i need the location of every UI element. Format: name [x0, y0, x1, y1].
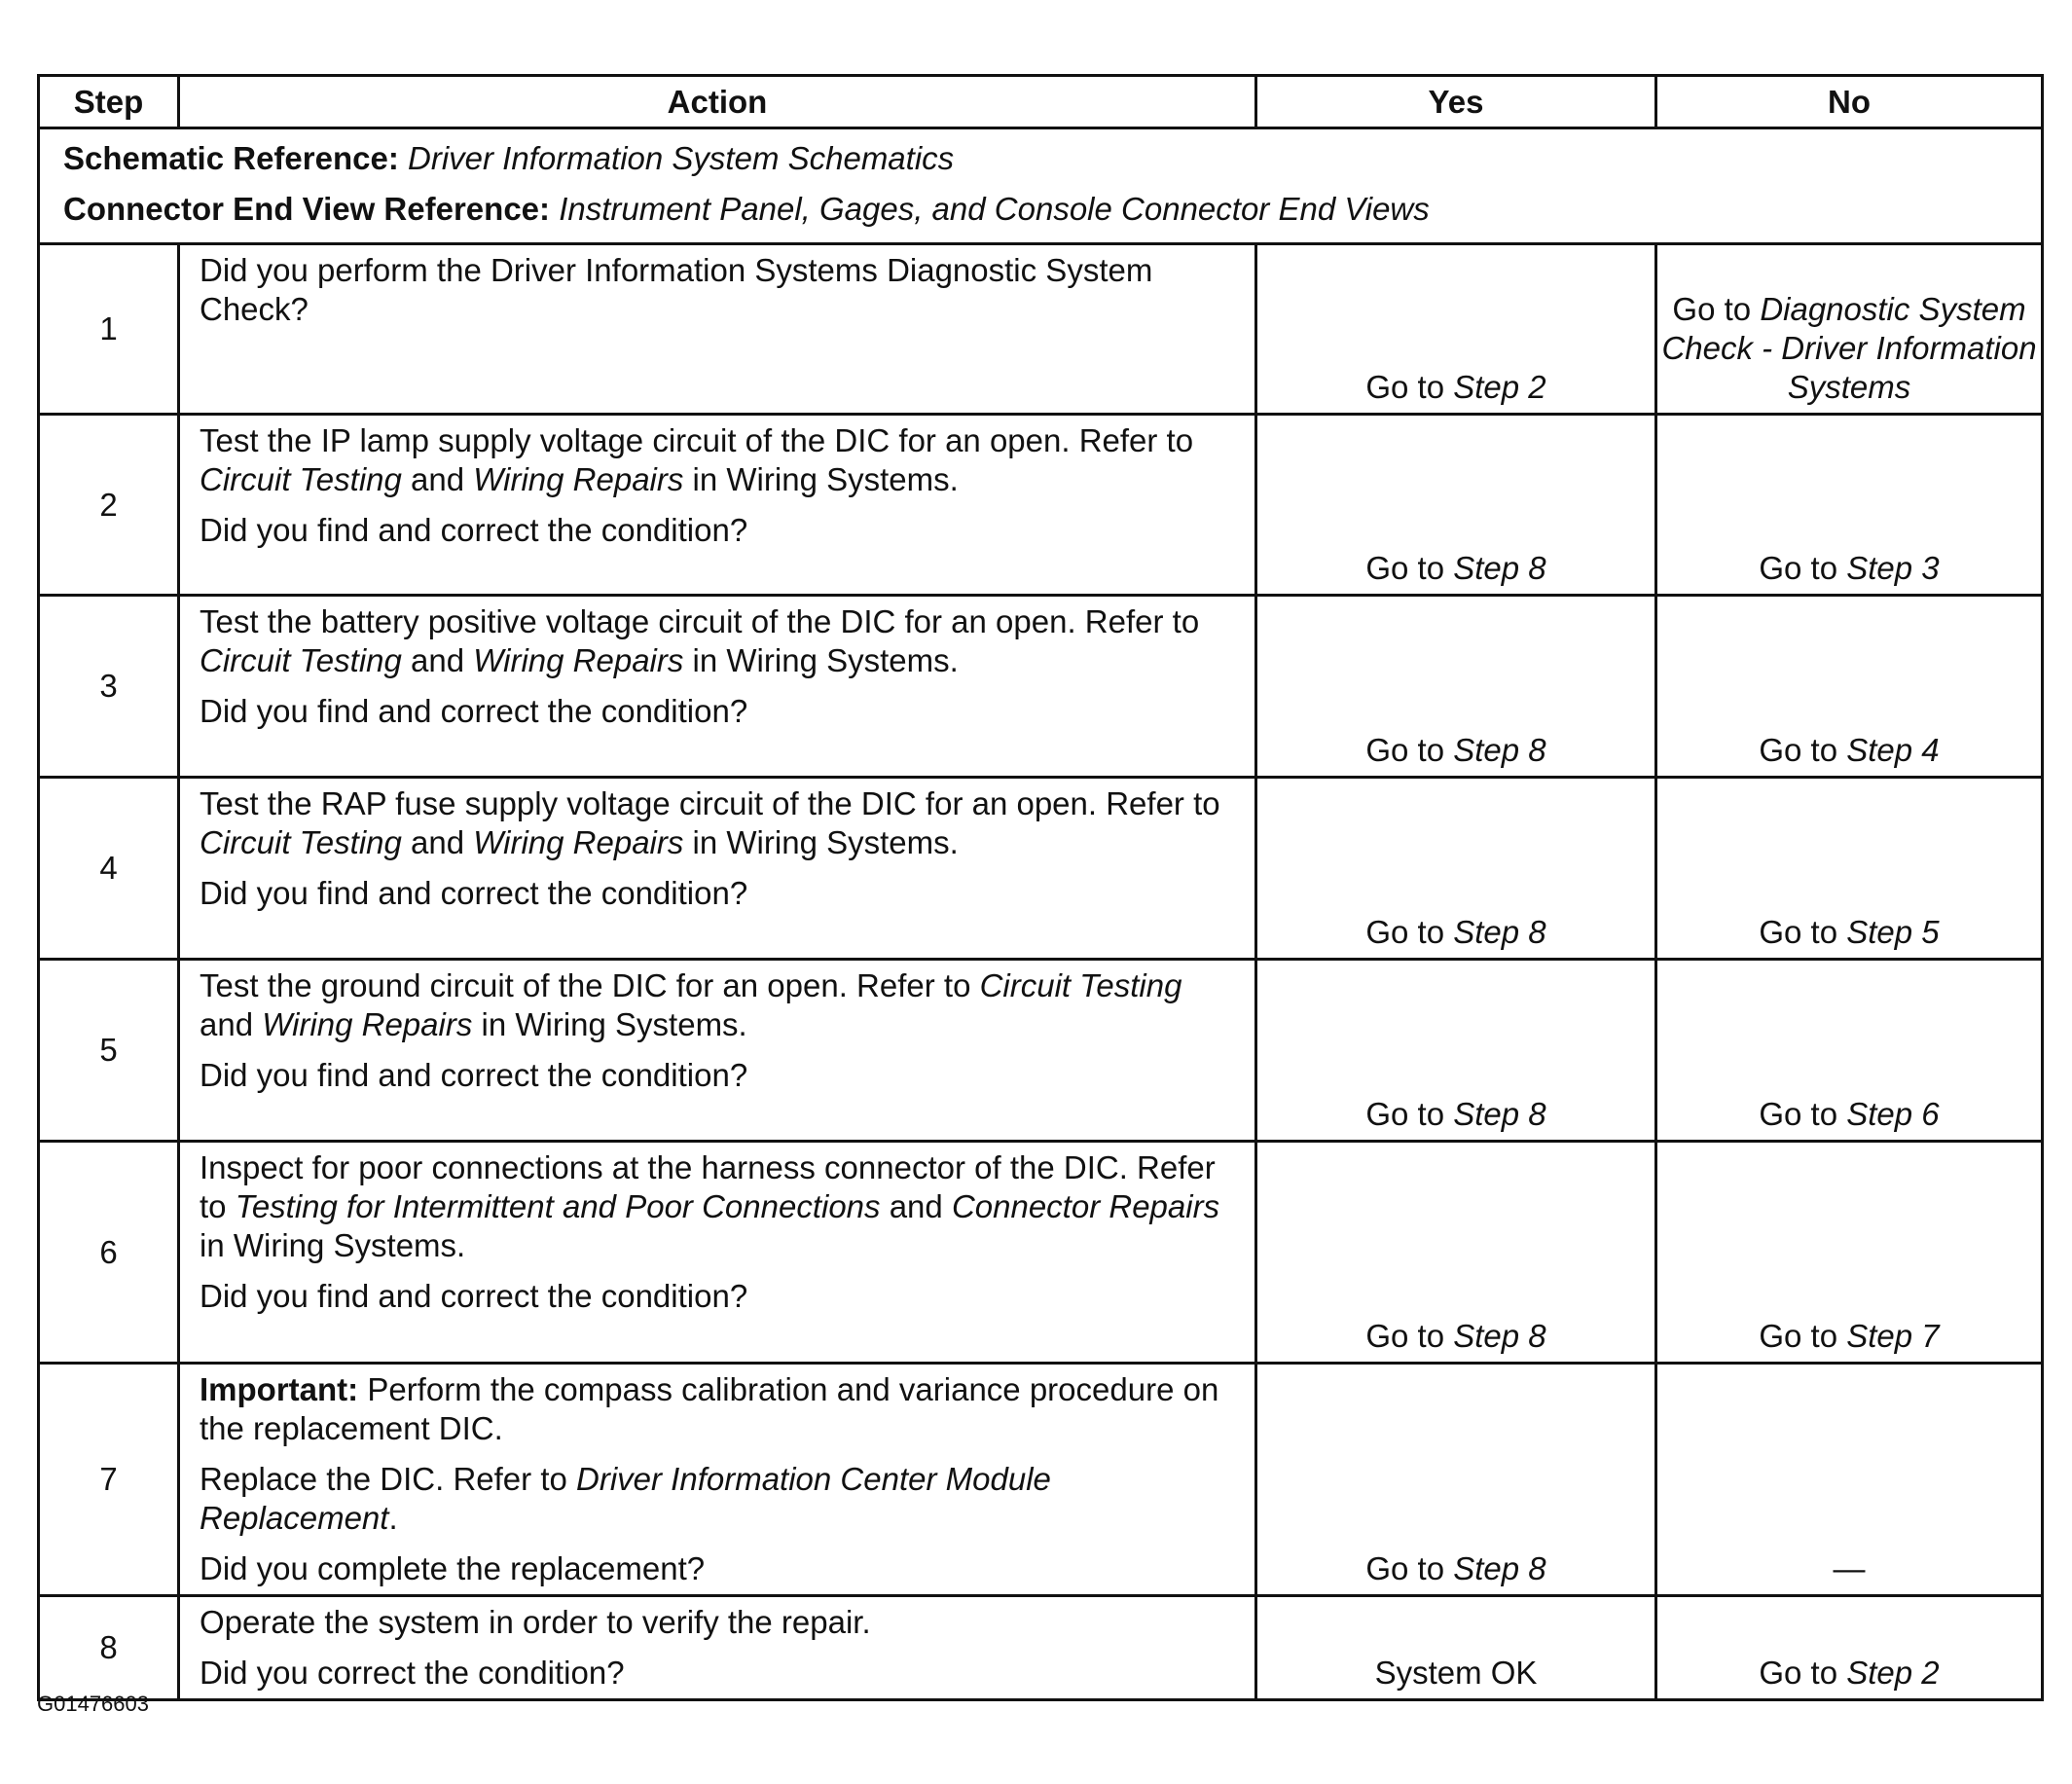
header-step: Step: [39, 76, 179, 128]
reference-link[interactable]: Circuit Testing: [979, 967, 1182, 1003]
yes-result-text: [1257, 1654, 1654, 1693]
action-cell: [179, 1364, 1256, 1596]
action-cell: [179, 960, 1256, 1142]
step-number: 1: [39, 244, 179, 415]
text-run: Go to: [1365, 369, 1454, 405]
step-number: 5: [39, 960, 179, 1142]
action-cell: [179, 596, 1256, 778]
text-run: in Wiring Systems.: [683, 642, 959, 678]
reference-link[interactable]: Step 4: [1846, 732, 1940, 768]
text-run: Go to: [1672, 291, 1761, 327]
reference-link[interactable]: Step 3: [1846, 550, 1940, 586]
no-result-text: [1657, 1095, 2041, 1134]
emphasis-text: Important:: [200, 1371, 359, 1407]
yes-result-text: [1257, 731, 1654, 770]
no-result: [1656, 960, 2043, 1142]
yes-result: [1256, 960, 1656, 1142]
step-row: [39, 778, 2043, 960]
text-run: and: [401, 642, 474, 678]
schematic-reference-label: Schematic Reference:: [63, 140, 399, 176]
action-paragraph: [200, 1056, 1235, 1095]
action-paragraph: [200, 511, 1235, 550]
action-paragraph: [200, 1460, 1235, 1538]
yes-result-text: [1257, 1095, 1654, 1134]
connector-reference: [63, 184, 2017, 235]
text-run: Perform the compass calibration and variance procedure on the replacement DIC.: [200, 1371, 1219, 1446]
no-result-text: [1657, 731, 2041, 770]
reference-link[interactable]: Step 8: [1453, 1550, 1546, 1586]
reference-link[interactable]: Step 8: [1453, 732, 1546, 768]
action-paragraph: [200, 784, 1235, 862]
text-run: in Wiring Systems.: [200, 1227, 466, 1263]
reference-link[interactable]: Wiring Repairs: [473, 461, 684, 497]
no-result: [1656, 1596, 2043, 1700]
text-run: Go to: [1759, 550, 1847, 586]
reference-link[interactable]: Driver Information Center Module Replacement: [200, 1461, 1051, 1536]
no-result-text: [1657, 549, 2041, 588]
step-number: 7: [39, 1364, 179, 1596]
step-number: 2: [39, 415, 179, 596]
text-run: Did you find and correct the condition?: [200, 693, 748, 729]
text-run: —: [1833, 1550, 1866, 1586]
text-run: Did you find and correct the condition?: [200, 512, 748, 548]
text-run: and: [200, 1006, 263, 1042]
connector-reference-label: Connector End View Reference:: [63, 191, 551, 227]
connector-reference-link[interactable]: Instrument Panel, Gages, and Console Connector End Views: [559, 191, 1430, 227]
action-paragraph: [200, 602, 1235, 680]
text-run: Did you complete the replacement?: [200, 1550, 706, 1586]
yes-result-text: [1257, 1549, 1654, 1588]
action-paragraph: [200, 1603, 1235, 1642]
yes-result: [1256, 1142, 1656, 1364]
action-paragraph: [200, 1148, 1235, 1265]
no-result: [1656, 1142, 2043, 1364]
schematic-reference: [63, 133, 2017, 184]
reference-link[interactable]: Step 8: [1453, 1318, 1546, 1354]
header-action: Action: [179, 76, 1256, 128]
text-run: in Wiring Systems.: [472, 1006, 747, 1042]
yes-result: [1256, 415, 1656, 596]
text-run: Go to: [1365, 914, 1454, 950]
reference-link[interactable]: Step 2: [1453, 369, 1546, 405]
text-run: Test the battery positive voltage circuit of the DIC for an open. Refer to: [200, 603, 1200, 639]
text-run: Test the RAP fuse supply voltage circuit of the DIC for an open. Refer to: [200, 785, 1220, 821]
action-cell: [179, 778, 1256, 960]
step-row: [39, 415, 2043, 596]
reference-cell: [39, 128, 2043, 244]
action-cell: [179, 415, 1256, 596]
step-number: 6: [39, 1142, 179, 1364]
reference-link[interactable]: Testing for Intermittent and Poor Connections: [235, 1188, 881, 1224]
text-run: Go to: [1365, 1096, 1454, 1132]
no-result: [1656, 1364, 2043, 1596]
table-header-row: [39, 76, 2043, 128]
yes-result: [1256, 1596, 1656, 1700]
text-run: .: [388, 1500, 398, 1536]
action-paragraph: [200, 421, 1235, 499]
no-result-text: [1657, 1654, 2041, 1693]
action-paragraph: [200, 1370, 1235, 1448]
action-paragraph: [200, 1277, 1235, 1316]
reference-row: [39, 128, 2043, 244]
step-row: [39, 596, 2043, 778]
yes-result: [1256, 596, 1656, 778]
header-no: No: [1656, 76, 2043, 128]
step-row: [39, 244, 2043, 415]
no-result-text: [1657, 913, 2041, 952]
no-result-text: [1657, 1317, 2041, 1356]
reference-link[interactable]: Step 6: [1846, 1096, 1940, 1132]
yes-result-text: [1257, 1317, 1654, 1356]
no-result: [1656, 596, 2043, 778]
yes-result-text: [1257, 368, 1654, 407]
text-run: Did you correct the condition?: [200, 1655, 625, 1691]
yes-result-text: [1257, 549, 1654, 588]
text-run: Inspect for poor connections at the harness connector of the DIC. Refer to: [200, 1149, 1216, 1224]
action-paragraph: [200, 966, 1235, 1044]
reference-link[interactable]: Step 8: [1453, 914, 1546, 950]
text-run: Go to: [1759, 914, 1847, 950]
reference-link[interactable]: Circuit Testing: [200, 824, 402, 860]
text-run: Go to: [1759, 1096, 1847, 1132]
action-paragraph: [200, 874, 1235, 913]
no-result: [1656, 244, 2043, 415]
text-run: Go to: [1759, 1318, 1847, 1354]
action-paragraph: [200, 1654, 1235, 1693]
action-cell: [179, 1596, 1256, 1700]
no-result: [1656, 778, 2043, 960]
reference-link[interactable]: Step 7: [1846, 1318, 1940, 1354]
text-run: Go to: [1365, 550, 1454, 586]
text-run: Did you find and correct the condition?: [200, 1278, 748, 1314]
step-row: [39, 1142, 2043, 1364]
action-paragraph: [200, 251, 1235, 329]
no-result-text: [1657, 290, 2041, 407]
reference-link[interactable]: Wiring Repairs: [473, 642, 684, 678]
step-number: 8: [39, 1596, 179, 1700]
header-yes: Yes: [1256, 76, 1656, 128]
reference-link[interactable]: Circuit Testing: [200, 461, 402, 497]
yes-result: [1256, 1364, 1656, 1596]
step-row: [39, 1364, 2043, 1596]
reference-link[interactable]: Step 2: [1846, 1655, 1940, 1691]
reference-link[interactable]: Step 8: [1453, 1096, 1546, 1132]
text-run: Test the IP lamp supply voltage circuit of the DIC for an open. Refer to: [200, 422, 1194, 458]
text-run: Go to: [1365, 1318, 1454, 1354]
reference-link[interactable]: Step 5: [1846, 914, 1940, 950]
no-result: [1656, 415, 2043, 596]
text-run: Go to: [1365, 732, 1454, 768]
action-cell: [179, 244, 1256, 415]
text-run: Test the ground circuit of the DIC for an open. Refer to: [200, 967, 980, 1003]
reference-link[interactable]: Step 8: [1453, 550, 1546, 586]
text-run: in Wiring Systems.: [683, 461, 959, 497]
no-result-text: [1657, 1549, 2041, 1588]
text-run: Did you find and correct the condition?: [200, 875, 748, 911]
text-run: System OK: [1374, 1655, 1538, 1691]
text-run: Did you find and correct the condition?: [200, 1057, 748, 1093]
text-run: Operate the system in order to verify the repair.: [200, 1604, 871, 1640]
step-number: 4: [39, 778, 179, 960]
text-run: and: [401, 461, 474, 497]
reference-link[interactable]: Circuit Testing: [200, 642, 402, 678]
text-run: Go to: [1759, 732, 1847, 768]
diagnostic-table: [37, 74, 2044, 1701]
text-run: Did you perform the Driver Information Systems Diagnostic System Check?: [200, 252, 1153, 327]
step-number: 3: [39, 596, 179, 778]
yes-result-text: [1257, 913, 1654, 952]
action-paragraph: [200, 692, 1235, 731]
text-run: and: [880, 1188, 952, 1224]
reference-link[interactable]: Connector Repairs: [951, 1188, 1220, 1224]
action-paragraph: [200, 1549, 1235, 1588]
text-run: in Wiring Systems.: [683, 824, 959, 860]
yes-result: [1256, 244, 1656, 415]
step-row: [39, 1596, 2043, 1700]
reference-link[interactable]: Wiring Repairs: [262, 1006, 473, 1042]
action-cell: [179, 1142, 1256, 1364]
text-run: Go to: [1365, 1550, 1454, 1586]
text-run: Go to: [1759, 1655, 1847, 1691]
figure-id: G01476603: [37, 1692, 149, 1716]
schematic-reference-link[interactable]: Driver Information System Schematics: [408, 140, 955, 176]
text-run: Replace the DIC. Refer to: [200, 1461, 577, 1497]
reference-link[interactable]: Diagnostic System Check - Driver Information Systems: [1661, 291, 2037, 405]
reference-link[interactable]: Wiring Repairs: [473, 824, 684, 860]
text-run: and: [401, 824, 474, 860]
yes-result: [1256, 778, 1656, 960]
step-row: [39, 960, 2043, 1142]
